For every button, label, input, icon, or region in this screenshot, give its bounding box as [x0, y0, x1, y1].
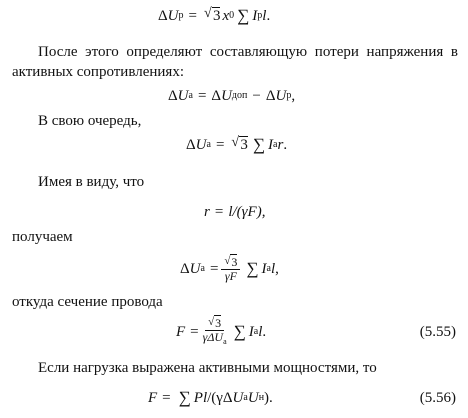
sqrt-sign: √ 3 [203, 6, 221, 24]
formula-symbol: 3 [215, 315, 222, 330]
formula-symbol: F [176, 324, 186, 340]
fraction [202, 317, 228, 348]
formula-symbol: ). [264, 390, 273, 406]
formula-subscript: р [257, 10, 263, 21]
paragraph: Имея в виду, что [38, 174, 145, 190]
paragraph: Если нагрузка выражена активными мощностями, то [38, 360, 377, 376]
formula-symbol: = [214, 204, 224, 220]
formula-symbol: l [202, 390, 208, 406]
paragraph: После этого определяют составляющую потери напряжения в активных сопротивлениях: [12, 44, 458, 80]
formula-symbol: = [209, 261, 219, 277]
sum-sign: ∑ [237, 6, 250, 25]
equation-number: (5.56) [419, 390, 456, 406]
formula-symbol: I [268, 137, 274, 153]
formula-subscript: 0 [229, 10, 235, 21]
sum-sign: ∑ [246, 259, 259, 278]
formula-symbol: U [177, 88, 189, 104]
formula-symbol: 3 [212, 8, 221, 24]
equation-number: (5.55) [419, 324, 456, 340]
formula-symbol: Δ [265, 88, 276, 104]
sum-sign: ∑ [233, 322, 246, 341]
formula-symbol: l/(γF), [228, 204, 266, 220]
formula-symbol: = [188, 8, 197, 24]
sum-sign: ∑ [252, 135, 266, 154]
formula-active-loss [186, 135, 287, 155]
formula-subscript: н [258, 392, 265, 403]
formula-subscript: р [178, 10, 184, 21]
formula-subscript: а [253, 326, 259, 337]
formula-symbol: 3 [240, 137, 248, 153]
formula-symbol: l [262, 8, 267, 24]
formula-subscript: а [206, 139, 211, 150]
formula-symbol: U [221, 88, 232, 104]
formula-symbol: γF [224, 268, 237, 283]
formula-symbol: . [262, 324, 267, 340]
formula-symbol: U [189, 261, 201, 277]
formula-symbol: r [277, 137, 284, 153]
formula-symbol: r [204, 204, 210, 220]
sqrt-sign: √ 3 [208, 315, 222, 330]
paragraph: откуда сечение провода [12, 294, 163, 310]
formula-symbol: l [271, 261, 276, 277]
formula-symbol: U [167, 8, 179, 24]
formula-subscript: а [223, 336, 227, 346]
formula-symbol: = [215, 137, 225, 153]
formula-symbol: γΔ [202, 329, 215, 344]
formula-subscript: доп [231, 90, 248, 101]
paragraph: получаем [12, 229, 73, 245]
formula-voltage-loss-reactive [158, 6, 270, 26]
formula-symbol: Δ [186, 137, 196, 153]
formula-symbol: , [291, 88, 296, 104]
formula-symbol: = [197, 88, 207, 104]
formula-symbol: Δ [168, 88, 178, 104]
formula-symbol: . [266, 8, 271, 24]
formula-symbol: /(γΔ [207, 390, 233, 406]
formula-symbol: U [247, 390, 259, 406]
sum-sign: ∑ [178, 388, 191, 407]
formula-symbol: = [162, 390, 171, 406]
formula-symbol: U [275, 88, 287, 104]
fraction [221, 256, 240, 283]
formula-symbol: − [252, 88, 261, 104]
formula-symbol: x [222, 8, 230, 24]
formula-symbol: I [261, 261, 267, 277]
formula-symbol: U [214, 329, 224, 344]
formula-symbol: U [195, 137, 207, 153]
formula-symbol: Δ [180, 261, 190, 277]
formula-resistance [204, 202, 265, 222]
formula-symbol: Δ [211, 88, 222, 104]
formula-active-loss-expanded [180, 252, 279, 286]
formula-wire-section [176, 314, 266, 350]
formula-symbol: 3 [231, 254, 238, 269]
formula-symbol: F [148, 390, 158, 406]
formula-symbol: P [193, 390, 203, 406]
formula-subscript: а [188, 90, 193, 101]
formula-subscript: а [243, 392, 248, 403]
sqrt-sign: √ 3 [231, 135, 248, 153]
paragraph: В свою очередь, [38, 113, 142, 129]
formula-subscript: а [200, 263, 205, 274]
formula-subscript: а [266, 263, 271, 274]
formula-symbol: I [248, 324, 254, 340]
sqrt-sign: √ 3 [224, 254, 238, 269]
formula-symbol: I [252, 8, 258, 24]
formula-symbol: Δ [158, 8, 168, 24]
formula-symbol: l [258, 324, 263, 340]
formula-symbol: , [275, 261, 279, 277]
formula-subscript: а [273, 139, 278, 150]
formula-subscript: р [286, 90, 292, 101]
formula-symbol: = [190, 324, 199, 340]
formula-symbol: . [283, 137, 288, 153]
formula-voltage-loss-active [168, 86, 295, 106]
formula-symbol: U [232, 390, 244, 406]
formula-wire-section-power [148, 388, 273, 408]
